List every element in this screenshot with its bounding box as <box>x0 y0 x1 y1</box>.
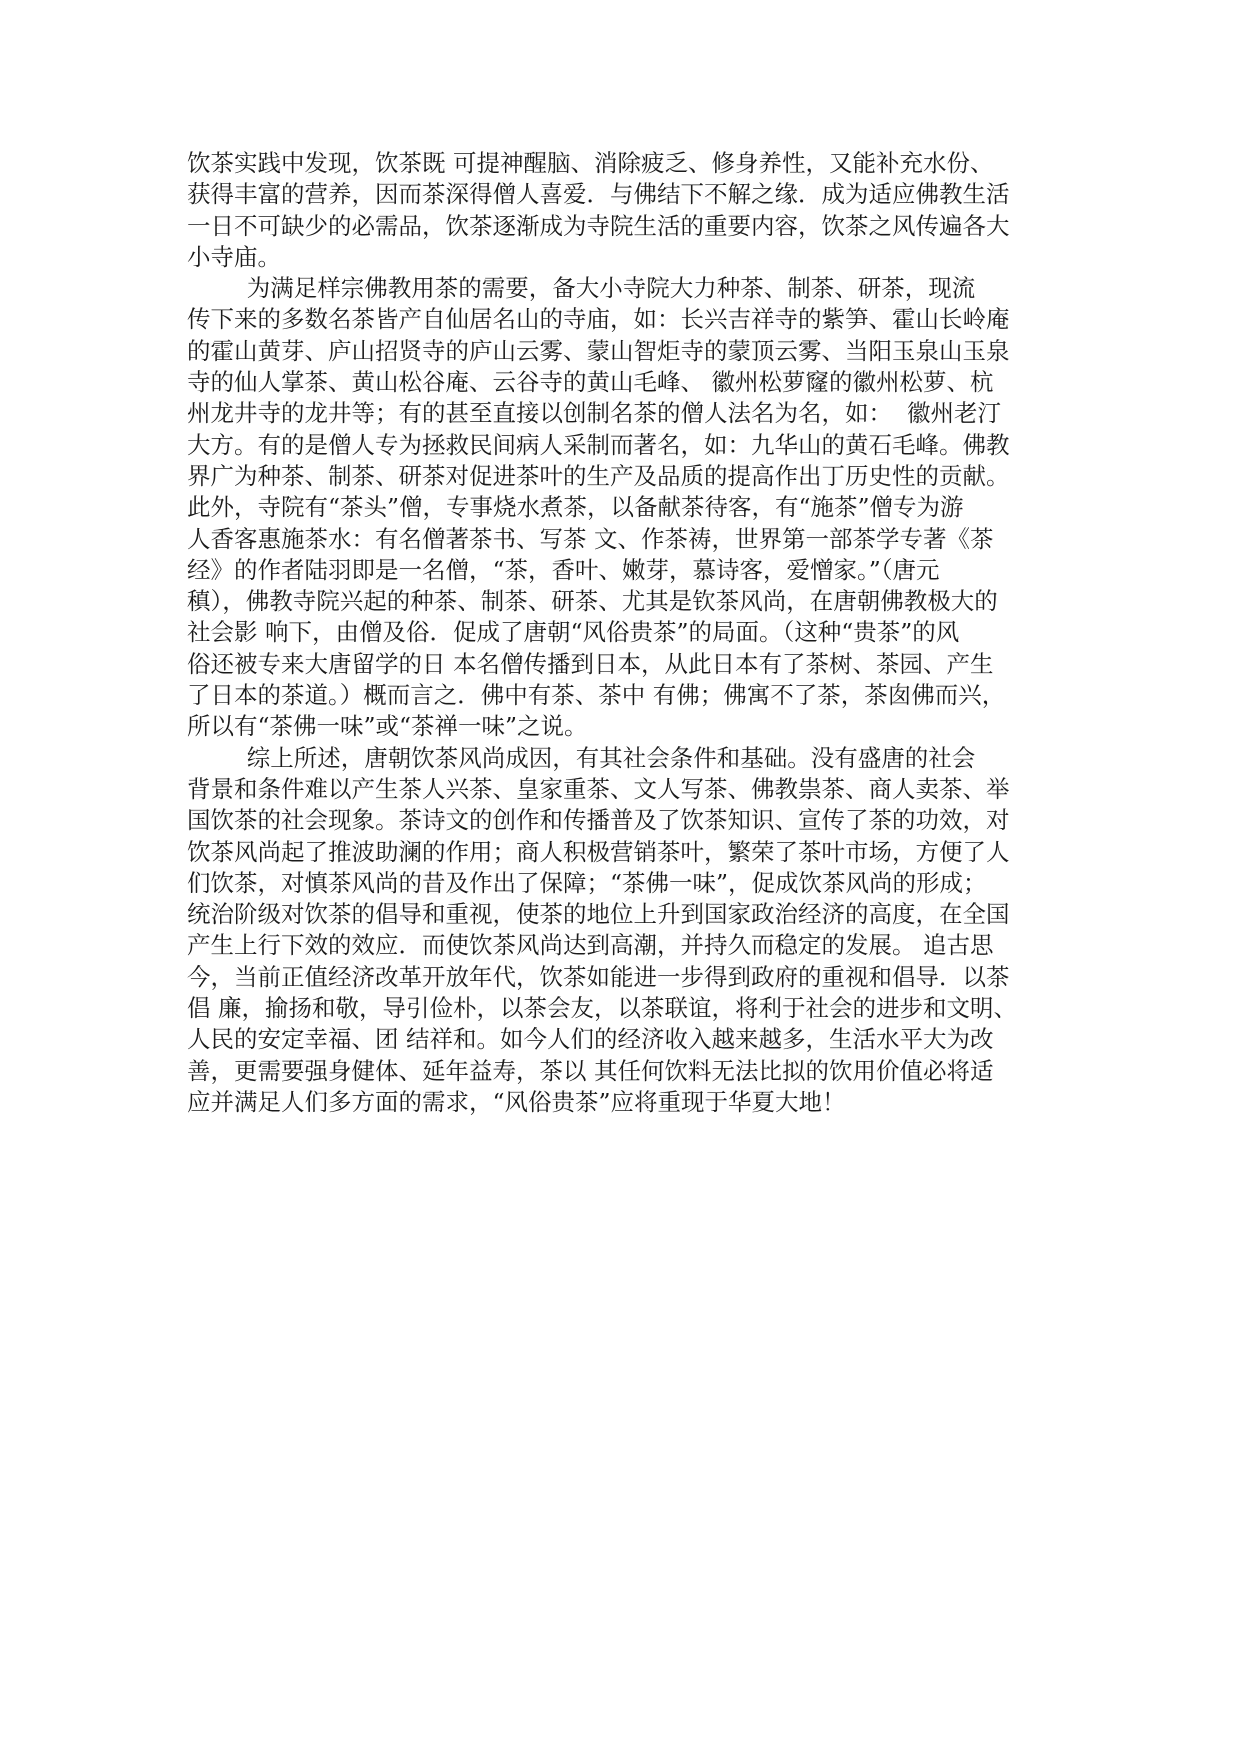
text-line: 饮茶风尚起了推波助澜的作用；商人积极营销茶叶，繁荣了茶叶市场，方便了人 <box>187 837 1010 866</box>
text-line: 统治阶级对饮茶的倡导和重视，使茶的地位上升到国家政治经济的高度，在全国 <box>187 900 1010 929</box>
text-line: 了日本的茶道。）概而言之．佛中有茶、茶中 有佛；佛寓不了茶，茶囱佛而兴， <box>187 681 1006 710</box>
text-line: 社会影 响下，由僧及俗．促成了唐朝“风俗贵茶”的局面。（这种“贵茶”的风 <box>187 618 960 647</box>
text-line: 传下来的多数名茶皆产自仙居名山的寺庙，如：长兴吉祥寺的紫笋、霍山长岭庵 <box>187 305 1010 334</box>
text-line: 小寺庙。 <box>187 242 281 271</box>
text-line: 界广为种茶、制茶、研茶对促进茶叶的生产及品质的提高作出丁历史性的贡献。 <box>187 461 1010 490</box>
text-line: 今，当前正值经济改革开放年代，饮茶如能进一步得到政府的重视和倡导．以茶 <box>187 962 1010 991</box>
text-line: 经》的作者陆羽即是一名僧，“茶，香叶、嫩芽，慕诗客，爱憎家。”（唐元 <box>187 555 940 584</box>
text-line: 俗还被专来大唐留学的日 本名僧传播到日本，从此日本有了茶树、茶园、产生 <box>187 649 994 678</box>
text-line: 饮茶实践中发现，饮茶既 可提神醒脑、消除疲乏、修身养性，又能补充水份、 <box>187 149 994 177</box>
text-line: 背景和条件难以产生茶人兴茶、皇家重茶、文人写茶、佛教祟茶、商人卖茶、举 <box>187 774 1010 803</box>
text-line: 倡 廉，揄扬和敬，导引俭朴，以茶会友，以茶联谊，将利于社会的进步和文明、 <box>187 994 1017 1023</box>
text-line: 人民的安定幸福、团 结祥和。如今人们的经济收入越来越多，生活水平大为改 <box>187 1025 994 1054</box>
text-line: 们饮茶，对慎茶风尚的昔及作出了保障；“茶佛一味”，促成饮茶风尚的形成； <box>187 868 987 897</box>
text-line: 的霍山黄芽、庐山招贤寺的庐山云雾、蒙山智炬寺的蒙顶云雾、当阳玉泉山玉泉 <box>187 336 1010 365</box>
text-line: 获得丰富的营养，因而茶深得僧人喜爱．与佛结下不解之缘．成为适应佛教生活 <box>187 180 1010 209</box>
text-line: 善，更需要强身健体、延年益寿，茶以 其任何饮料无法比拟的饮用价值必将适 <box>187 1056 994 1085</box>
text-line: 此外，寺院有“茶头”僧，专事烧水煮茶，以备献茶待客，有“施茶”僧专为游 <box>187 493 964 522</box>
text-line: 所以有“茶佛一味”或“茶禅一味”之说。 <box>187 712 588 741</box>
text-line: 人香客惠施茶水：有名僧著茶书、写茶 文、作茶祷，世界第一部茶学专著《茶 <box>187 524 994 553</box>
text-line: 一日不可缺少的必需品，饮茶逐渐成为寺院生活的重要内容，饮茶之风传遍各大 <box>187 211 1010 240</box>
body-text <box>187 148 1067 1118</box>
text-line: 寺的仙人掌茶、黄山松谷庵、云谷寺的黄山毛峰、 徽州松萝窿的徽州松萝、杭 <box>187 368 994 397</box>
text-line: 为满足样宗佛教用茶的需要，备大小寺院大力种茶、制茶、研茶，现流 <box>187 274 976 303</box>
text-line: 大方。有的是僧人专为拯救民间病人采制而著名，如：九华山的黄石毛峰。佛教 <box>187 430 1010 459</box>
text-line: 应并满足人们多方面的需求，“风俗贵茶”应将重现于华夏大地！ <box>187 1087 846 1116</box>
text-line: 稹），佛教寺院兴起的种茶、制茶、研茶、尤其是钦茶风尚，在唐朝佛教极大的 <box>187 587 998 616</box>
text-line: 产生上行下效的效应．而使饮茶风尚达到高潮，并持久而稳定的发展。 追古思 <box>187 931 994 960</box>
text-line: 国饮茶的社会现象。茶诗文的创作和传播普及了饮茶知识、宣传了茶的功效，对 <box>187 806 1010 835</box>
text-line: 州龙井寺的龙井等；有的甚至直接以创制名茶的僧人法名为名，如： 徽州老汀 <box>187 399 1001 428</box>
text-line: 综上所述，唐朝饮茶风尚成因，有其社会条件和基础。没有盛唐的社会 <box>187 743 976 772</box>
